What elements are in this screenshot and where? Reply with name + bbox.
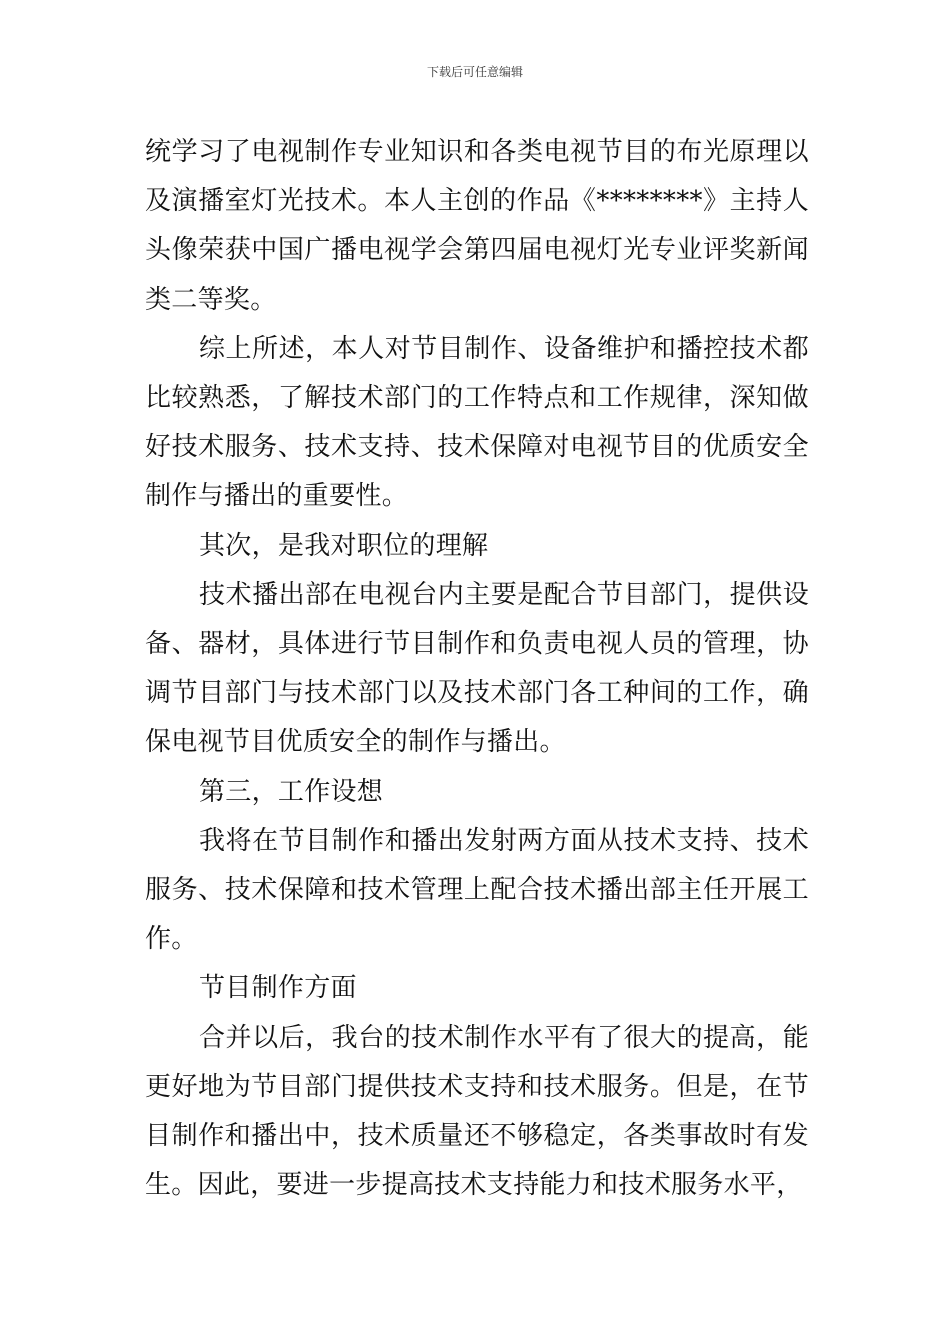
section-heading-third: 第三，工作设想 (199, 776, 384, 807)
paragraph-production: 合并以后，我台的技术制作水平有了很大的提高，能更好地为节目部门提供技术支持和技术服务。但是，在节目制作和播出中，技术质量还不够稳定，各类事故时有发生。因此，要进一步提高技术支持能力和技术服务水平， (145, 1022, 809, 1201)
section-heading-second: 其次，是我对职位的理解 (199, 530, 489, 561)
paragraph-role-understanding: 技术播出部在电视台内主要是配合节目部门，提供设备、器材，具体进行节目制作和负责电视人员的管理，协调节目部门与技术部门以及技术部门各工种间的工作，确保电视节目优质安全的制作与播出。 (145, 579, 809, 758)
page-header: 下载后可任意编辑 (426, 65, 523, 79)
paragraph-continuation: 统学习了电视制作专业知识和各类电视节目的布光原理以及演播室灯光技术。本人主创的作品《********》主持人头像荣获中国广播电视学会第四届电视灯光专业评奖新闻类二等奖。 (145, 137, 809, 315)
document-body (145, 128, 809, 1210)
paragraph-work-plan: 我将在节目制作和播出发射两方面从技术支持、技术服务、技术保障和技术管理上配合技术播出部主任开展工作。 (145, 825, 809, 955)
subsection-heading-production: 节目制作方面 (199, 973, 357, 1004)
paragraph-summary: 综上所述，本人对节目制作、设备维护和播控技术都比较熟悉，了解技术部门的工作特点和工作规律，深知做好技术服务、技术支持、技术保障对电视节目的优质安全制作与播出的重要性。 (145, 333, 809, 512)
